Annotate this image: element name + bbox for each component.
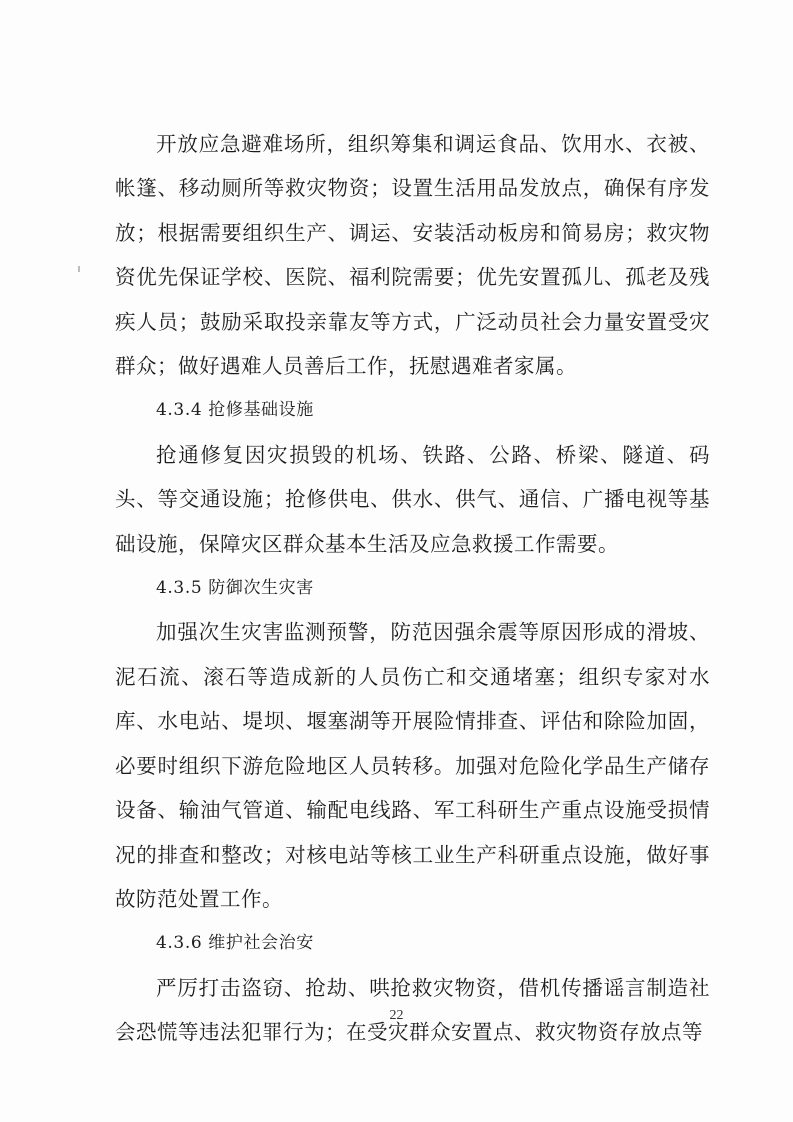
paragraph-secondary-disasters: 加强次生灾害监测预警，防范因强余震等原因形成的滑坡、泥石流、滚石等造成新的人员伤亡和交通堵塞；组织专家对水库、水电站、堤坝、堰塞湖等开展险情排查、评估和除险加固，必要时组织下游危险地区人员转移。加强对危险化学品生产储存设备、输油气管道、输配电线路、军工科研生产重点设施受损情况的排查和整改；对核电站等核工业生产科研重点设施，做好事故防范处置工作。 — [115, 620, 710, 911]
page-number: 22 — [389, 1008, 404, 1023]
section-heading-4-3-4: 4.3.4 抢修基础设施 — [156, 400, 314, 421]
section-heading-4-3-5: 4.3.5 防御次生灾害 — [156, 578, 314, 599]
paragraph-shelter-supplies: 开放应急避难场所，组织筹集和调运食品、饮用水、衣被、帐篷、移动厕所等救灾物资；设置生活用品发放点，确保有序发放；根据需要组织生产、调运、安装活动板房和简易房；救灾物资优先保证学校、医院、福利院需要；优先安置孤儿、孤老及残疾人员；鼓励采取投亲靠友等方式，广泛动员社会力量安置受灾群众；做好遇难人员善后工作，抚慰遇难者家属。 — [115, 132, 710, 379]
paragraph-public-security: 严厉打击盗窃、抢劫、哄抢救灾物资，借机传播谣言制造社会恐慌等违法犯罪行为；在受灾群众安置点、救灾物资存放点等 — [115, 975, 710, 1045]
scan-mark — [78, 266, 80, 272]
section-heading-4-3-6: 4.3.6 维护社会治安 — [156, 933, 314, 954]
paragraph-infrastructure-repair: 抢通修复因灾损毁的机场、铁路、公路、桥梁、隧道、码头、等交通设施；抢修供电、供水、供气、通信、广播电视等基础设施，保障灾区群众基本生活及应急救援工作需要。 — [115, 442, 710, 556]
document-body — [115, 122, 710, 1055]
